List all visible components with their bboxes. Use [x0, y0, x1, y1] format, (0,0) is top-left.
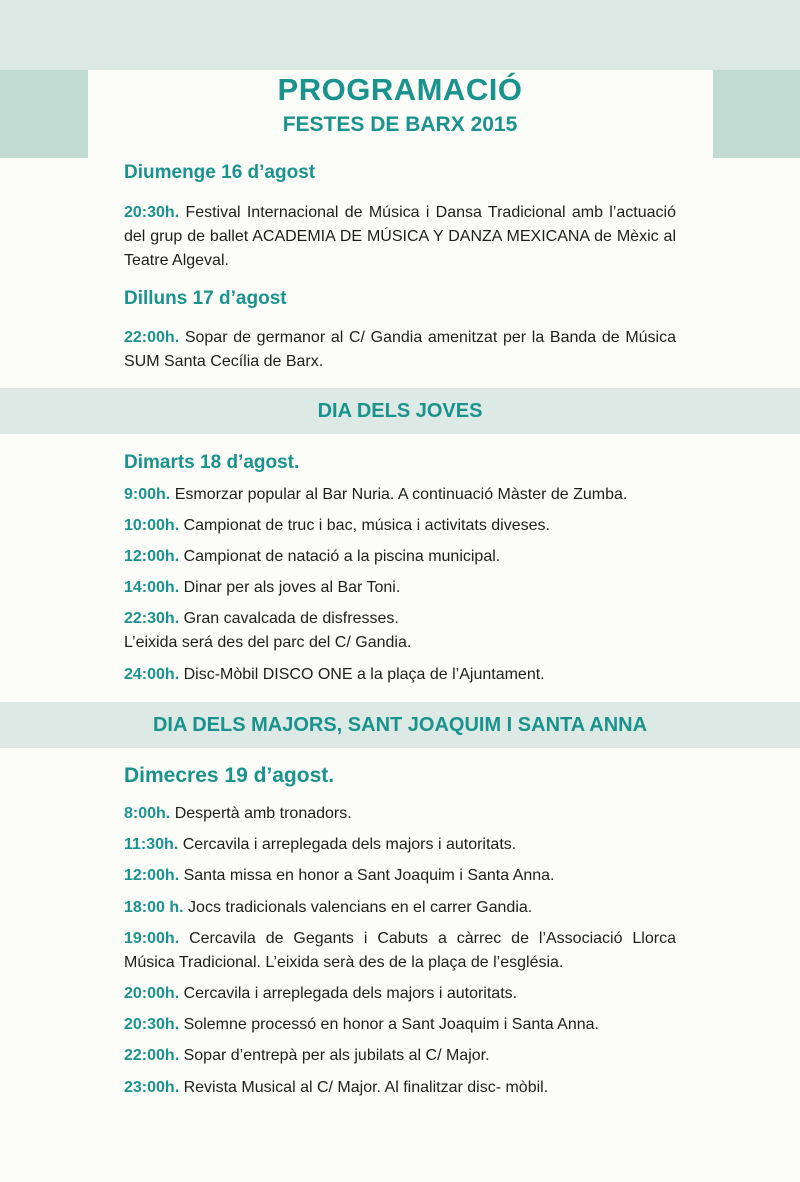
day-heading: Dilluns 17 d’agost	[124, 288, 287, 309]
event-text: Disc-Mòbil DISCO ONE a la plaça de l’Ajuntament.	[183, 666, 545, 683]
event-time: 22:30h.	[124, 610, 180, 627]
event-time: 12:00h.	[124, 867, 180, 884]
event-time: 8:00h.	[124, 805, 171, 822]
event-text: Sopar d’entrepà per als jubilats al C/ Major.	[183, 1047, 490, 1064]
event-text: Gran cavalcada de disfresses.	[183, 610, 399, 627]
section-banner: DIA DELS JOVES	[0, 388, 800, 434]
event-time: 14:00h.	[124, 579, 180, 596]
event-entry	[124, 201, 676, 273]
event-entry	[124, 1044, 676, 1068]
event-text: Revista Musical al C/ Major. Al finalitzar disc- mòbil.	[183, 1079, 549, 1096]
event-text: Cercavila i arreplegada dels majors i autoritats.	[183, 985, 518, 1002]
event-text: Santa missa en honor a Sant Joaquim i Santa Anna.	[183, 867, 555, 884]
page-title: PROGRAMACIÓ	[277, 72, 523, 107]
day-heading: Diumenge 16 d’agost	[124, 162, 316, 183]
event-text: Cercavila de Gegants i Cabuts a càrrec de l’Associació Llorca Música Tradicional. L’eixida serà des de la plaça de l’església.	[124, 930, 676, 971]
event-time: 18:00 h.	[124, 899, 184, 916]
event-text: Solemne processó en honor a Sant Joaquim i Santa Anna.	[183, 1016, 599, 1033]
event-time: 10:00h.	[124, 517, 180, 534]
event-text: Campionat de natació a la piscina municipal.	[183, 548, 501, 565]
event-entry	[124, 1013, 676, 1037]
event-entry	[124, 514, 676, 538]
event-text: Cercavila i arreplegada dels majors i autoritats.	[182, 836, 517, 853]
event-entry	[124, 1076, 676, 1100]
event-time: 23:00h.	[124, 1079, 180, 1096]
event-entry	[124, 864, 676, 888]
event-time: 20:00h.	[124, 985, 180, 1002]
event-time: 20:30h.	[124, 1016, 180, 1033]
event-entry	[124, 896, 676, 920]
event-time: 24:00h.	[124, 666, 180, 683]
section-banner: DIA DELS MAJORS, SANT JOAQUIM I SANTA ANNA	[0, 702, 800, 748]
event-entry	[124, 545, 676, 569]
event-entry	[124, 982, 676, 1006]
event-text: Jocs tradicionals valencians en el carrer Gandia.	[188, 899, 533, 916]
event-entry	[124, 607, 676, 631]
event-text: Campionat de truc i bac, música i activitats diveses.	[183, 517, 550, 534]
event-text: Despertà amb tronadors.	[174, 805, 352, 822]
event-time: 11:30h.	[124, 836, 179, 853]
event-note: L’eixida será des del parc del C/ Gandia.	[124, 634, 412, 651]
event-entry	[124, 833, 676, 857]
event-time: 19:00h.	[124, 930, 180, 947]
event-entry	[124, 483, 676, 507]
event-text: Esmorzar popular al Bar Nuria. A continuació Màster de Zumba.	[174, 486, 628, 503]
event-text: Festival Internacional de Música i Dansa Tradicional amb l’actuació del grup de ballet ACADEMIA DE MÚSICA Y DANZA MEXICANA de Mèxic al Teatre Algeval.	[124, 204, 676, 269]
day-heading: Dimarts 18 d’agost.	[124, 452, 300, 473]
event-entry	[124, 802, 676, 826]
event-time: 22:00h.	[124, 1047, 180, 1064]
event-time: 20:30h.	[124, 204, 180, 221]
event-time: 22:00h.	[124, 329, 180, 346]
page-subtitle: FESTES DE BARX 2015	[282, 113, 518, 136]
event-text: Dinar per als joves al Bar Toni.	[183, 579, 401, 596]
event-entry	[124, 326, 676, 374]
event-entry	[124, 576, 676, 600]
event-text: Sopar de germanor al C/ Gandia amenitzat per la Banda de Música SUM Santa Cecília de Barx.	[124, 329, 676, 370]
day-heading: Dimecres 19 d’agost.	[124, 764, 335, 787]
event-entry	[124, 663, 676, 687]
event-time: 9:00h.	[124, 486, 171, 503]
event-time: 12:00h.	[124, 548, 180, 565]
event-entry	[124, 927, 676, 975]
